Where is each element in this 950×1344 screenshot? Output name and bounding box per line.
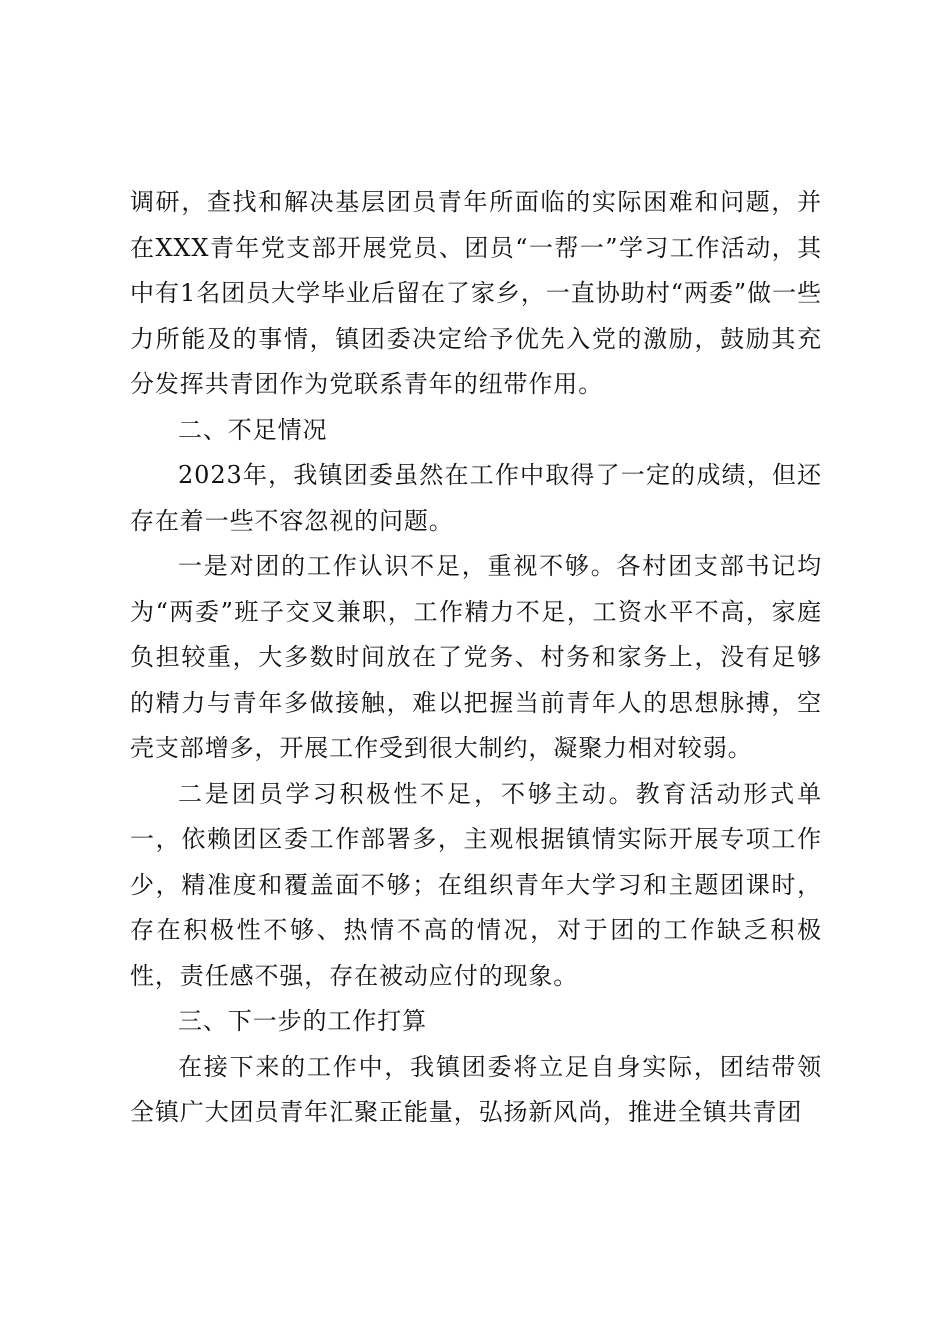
section-heading-shortcomings: 二、不足情况 [178,415,328,444]
document-body [130,180,822,1136]
section-heading-next-plans: 三、下一步的工作打算 [178,1007,427,1035]
paragraph-continuation: 调研，查找和解决基层团员青年所面临的实际困难和问题，并在XXX青年党支部开展党员、团员“一帮一”学习工作活动，其中有1名团员大学毕业后留在了家乡，一直协助村“两委”做一些力所能及的事情，镇团委决定给予优先入党的激励，鼓励其充分发挥共青团作为党联系青年的纽带作用。 [130,188,822,398]
paragraph-problem-two: 二是团员学习积极性不足，不够主动。教育活动形式单一，依赖团区委工作部署多，主观根据镇情实际开展专项工作少，精准度和覆盖面不够；在组织青年大学习和主题团课时，存在积极性不够、热情不高的情况，对于团的工作缺乏积极性，责任感不强，存在被动应付的现象。 [130,779,822,990]
paragraph-next-plans: 在接下来的工作中，我镇团委将立足自身实际，团结带领全镇广大团员青年汇聚正能量，弘扬新风尚，推进全镇共青团 [130,1052,822,1126]
paragraph-problem-one: 一是对团的工作认识不足，重视不够。各村团支部书记均为“两委”班子交叉兼职，工作精力不足，工资水平不高，家庭负担较重，大多数时间放在了党务、村务和家务上，没有足够的精力与青年多做接触，难以把握当前青年人的思想脉搏，空壳支部增多，开展工作受到很大制约，凝聚力相对较弱。 [130,552,822,762]
paragraph-2023-summary: 2023年，我镇团委虽然在工作中取得了一定的成绩，但还存在着一些不容忽视的问题。 [130,461,822,535]
